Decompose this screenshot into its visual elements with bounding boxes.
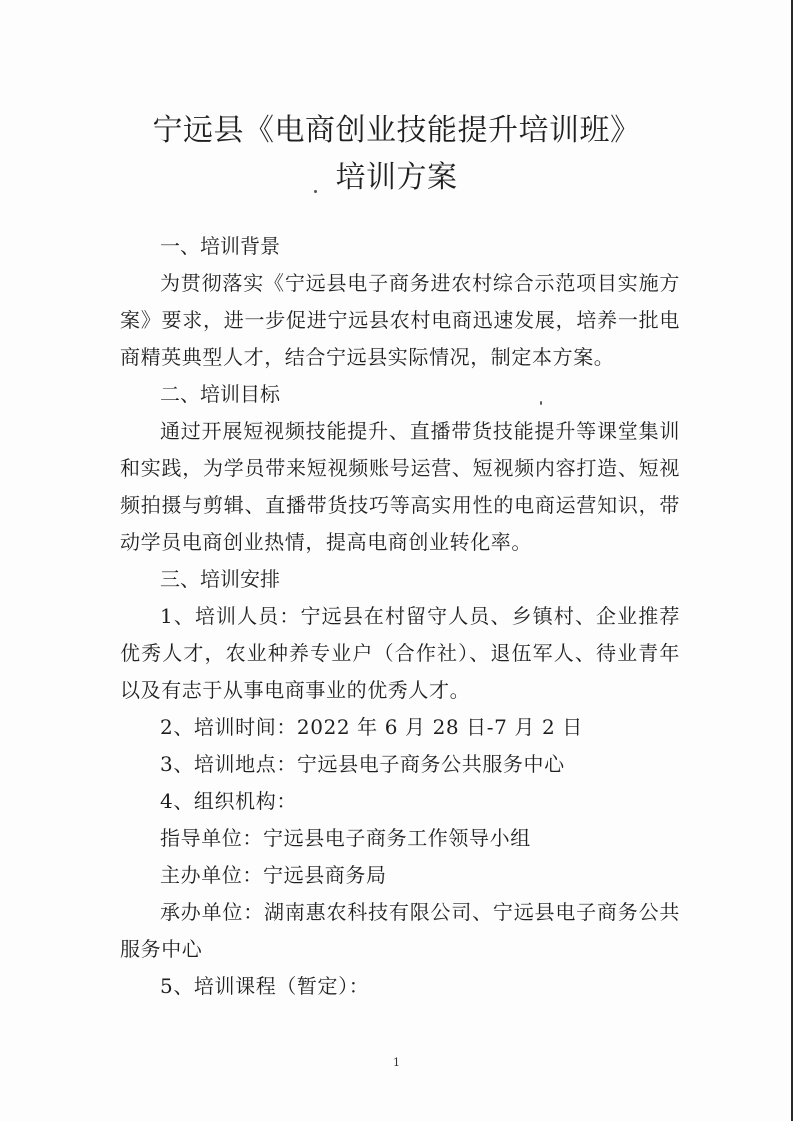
scan-speck: [314, 190, 317, 193]
organization-label: 4、组织机构：: [160, 789, 297, 813]
document-title: 宁远县《电商创业技能提升培训班》: [152, 113, 641, 148]
document-subtitle: 培训方案: [335, 160, 458, 195]
section-heading-background: 一、培训背景: [160, 234, 280, 258]
courses-label: 5、培训课程（暂定）：: [160, 974, 370, 998]
section-heading-arrangement: 三、培训安排: [160, 567, 280, 591]
background-paragraph: 为贯彻落实《宁远县电子商务进农村综合示范项目实施方案》要求，进一步促进宁远县农村电商迅速发展，培养一批电商精英典型人才，结合宁远县实际情况，制定本方案。: [120, 271, 680, 369]
goals-paragraph: 通过开展短视频技能提升、直播带货技能提升等课堂集训和实践，为学员带来短视频账号运营、短视频内容打造、短视频拍摄与剪辑、直播带货技巧等高实用性的电商运营知识，带动学员电商创业热情，提高电商创业转化率。: [120, 419, 680, 554]
organizer-unit: 承办单位：湖南惠农科技有限公司、宁远县电子商务公共服务中心: [120, 900, 680, 961]
training-time: 2、培训时间：2022 年 6 月 28 日-7 月 2 日: [160, 715, 583, 739]
document-body: [120, 228, 680, 1005]
page-number: 1: [393, 1056, 400, 1069]
guide-unit: 指导单位：宁远县电子商务工作领导小组: [160, 826, 531, 850]
training-location: 3、培训地点：宁远县电子商务公共服务中心: [160, 752, 565, 776]
trainees-paragraph: 1、培训人员：宁远县在村留守人员、乡镇村、企业推荐优秀人才，农业种养专业户（合作社）、退伍军人、待业青年以及有志于从事电商事业的优秀人才。: [120, 604, 680, 702]
section-heading-goals: 二、培训目标: [160, 382, 280, 406]
host-unit: 主办单位：宁远县商务局: [160, 863, 387, 887]
